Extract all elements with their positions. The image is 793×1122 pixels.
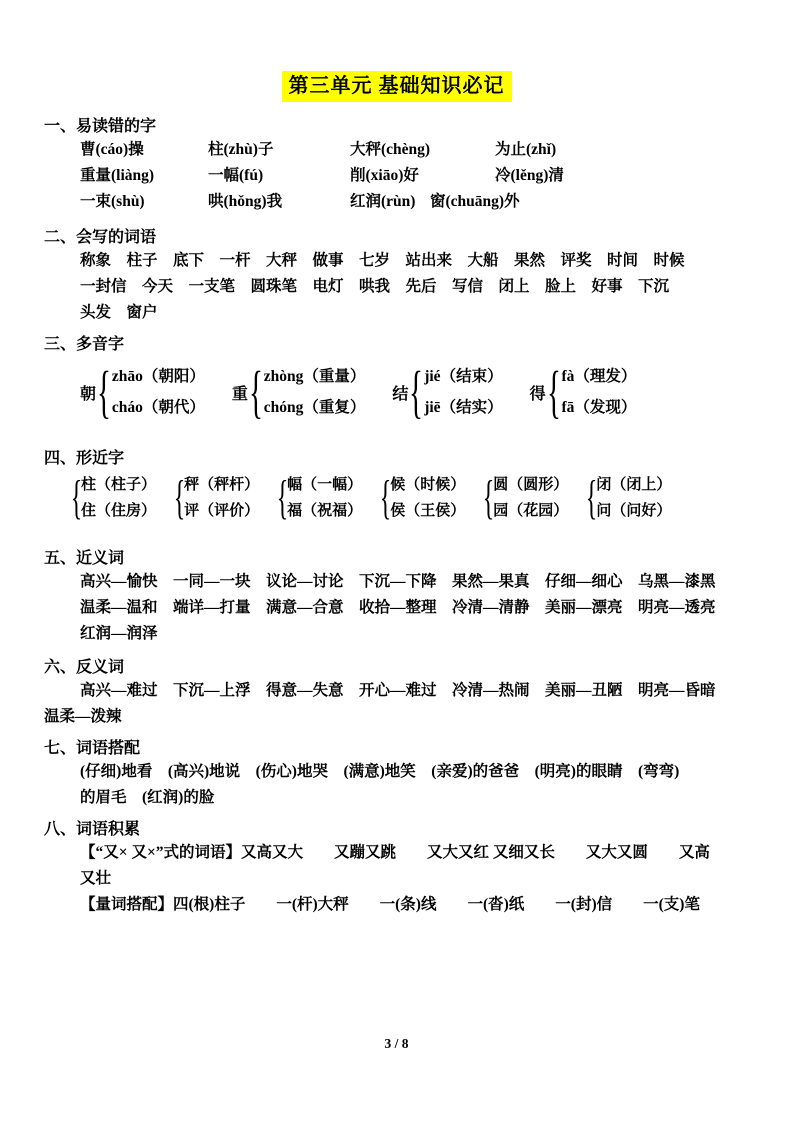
- pair-word: 侯（王侯）: [390, 503, 466, 519]
- lookalike-pair: [278, 472, 362, 524]
- left-brace-icon: {: [483, 471, 495, 524]
- polyphonic-groups: [80, 360, 763, 424]
- collocation-lines: [80, 759, 763, 811]
- section-words-to-write: [44, 227, 763, 326]
- synonym-line: 温柔—温和 端详—打量 满意—合意 收拾—整理 冷清—清静 美丽—漂亮 明亮—透亮: [80, 599, 716, 616]
- pair-word: 候（时候）: [390, 477, 466, 493]
- section-heading: 一、易读错的字: [44, 118, 157, 135]
- page-title: 第三单元 基础知识必记: [282, 71, 512, 102]
- lookalike-pair: [72, 472, 156, 524]
- left-brace-icon: {: [70, 471, 83, 524]
- antonym-line: 高兴—难过 下沉—上浮 得意—失意 开心—难过 冷清—热闹 美丽—丑陋 明亮—昏暗: [80, 682, 716, 699]
- pair-words: [390, 472, 465, 524]
- word-item: 窗(chuāng)外: [430, 193, 520, 210]
- headword: 重: [231, 385, 248, 403]
- readings: [264, 361, 366, 423]
- section-heading: 三、多音字: [44, 336, 125, 353]
- word-row: [80, 163, 763, 189]
- section-look-alike-characters: [44, 448, 763, 524]
- headword: 朝: [80, 385, 97, 403]
- word-row: [80, 189, 763, 215]
- pair-word: 柱（柱子）: [81, 477, 157, 493]
- word-line: 称象 柱子 底下 一杆 大秤 做事 七岁 站出来 大船 果然 评奖 时间 时候: [80, 252, 685, 269]
- readings: [424, 361, 502, 423]
- polyphonic-group: [80, 361, 205, 423]
- accumulation-line: 又壮: [80, 870, 112, 887]
- reading: zhāo（朝阳）: [111, 368, 205, 385]
- polyphonic-group: [232, 361, 365, 423]
- pair-word: 问（问好）: [596, 503, 672, 519]
- pair-words: [287, 472, 362, 524]
- lookalike-pair: [175, 472, 259, 524]
- page-number: 3 / 8: [384, 1036, 409, 1051]
- left-brace-icon: {: [409, 359, 424, 424]
- collocation-line: (仔细)地看 (高兴)地说 (伤心)地哭 (满意)地笑 (亲爱)的爸爸 (明亮)的眼睛 (弯弯): [80, 763, 680, 780]
- synonym-lines: [80, 569, 763, 647]
- section-heading: 八、词语积累: [44, 821, 141, 838]
- reading: fā（发现）: [561, 399, 637, 416]
- reading: chóng（重复）: [263, 399, 366, 416]
- left-brace-icon: {: [379, 471, 392, 524]
- word-item: 重量(liàng): [80, 167, 155, 184]
- collocation-line: 的眉毛 (红润)的脸: [80, 789, 215, 806]
- pair-words: [596, 472, 671, 524]
- word-item: 哄(hǒng)我: [208, 193, 283, 210]
- section-polyphonic-characters: [44, 334, 763, 424]
- pair-words: [81, 472, 156, 524]
- word-item: 削(xiāo)好: [350, 167, 419, 184]
- accumulation-line: 【“又× 又×”式的词语】又高又大 又蹦又跳 又大又红 又细又长 又大又圆 又高: [80, 844, 710, 861]
- lookalike-pair: [587, 472, 671, 524]
- left-brace-icon: {: [276, 471, 289, 524]
- reading: fà（理发）: [561, 368, 637, 385]
- left-brace-icon: {: [248, 359, 263, 424]
- antonym-lines: [44, 678, 763, 730]
- pair-words: [493, 472, 568, 524]
- section-word-collocations: [44, 738, 763, 811]
- pair-word: 评（评价）: [184, 503, 260, 519]
- antonym-line: 温柔—泼辣: [44, 708, 122, 725]
- left-brace-icon: {: [96, 359, 111, 424]
- reading: cháo（朝代）: [111, 399, 205, 416]
- lookalike-pair: [381, 472, 465, 524]
- readings: [561, 361, 636, 423]
- left-brace-icon: {: [546, 359, 561, 424]
- section-easy-misread-characters: [44, 116, 763, 215]
- word-row: [80, 137, 763, 163]
- reading: jié（结束）: [424, 368, 503, 385]
- section-synonyms: [44, 548, 763, 647]
- lookalike-pair: [484, 472, 568, 524]
- synonym-line: 高兴—愉快 一同—一块 议论—讨论 下沉—下降 果然—果真 仔细—细心 乌黑—漆黑: [80, 573, 716, 590]
- section-heading: 四、形近字: [44, 450, 125, 467]
- word-item: 曹(cáo)操: [80, 141, 144, 158]
- word-item: 一束(shù): [80, 193, 145, 210]
- pair-words: [184, 472, 259, 524]
- word-item: 柱(zhù)子: [208, 141, 274, 158]
- pair-word: 福（祝福）: [287, 503, 363, 519]
- word-item: 为止(zhǐ): [495, 141, 557, 158]
- reading: zhòng（重量）: [263, 368, 366, 385]
- reading: jiē（结实）: [424, 399, 503, 416]
- section-heading: 七、词语搭配: [44, 740, 141, 757]
- left-brace-icon: {: [586, 471, 598, 524]
- word-item: 红润(rùn): [350, 193, 416, 210]
- accumulation-line: 【量词搭配】四(根)柱子 一(杆)大秤 一(条)线 一(沓)纸 一(封)信 一(支)笔: [80, 896, 700, 913]
- headword: 得: [529, 385, 546, 403]
- pair-word: 闭（闭上）: [596, 477, 672, 493]
- accumulation-lines: [80, 840, 763, 918]
- word-item: 冷(lěng)清: [495, 167, 564, 184]
- pair-word: 圆（圆形）: [493, 477, 569, 493]
- headword: 结: [392, 385, 409, 403]
- word-item: 大秤(chèng): [350, 141, 431, 158]
- section-heading: 六、反义词: [44, 659, 125, 676]
- section-antonyms: [44, 657, 763, 730]
- easy-misread-rows: [80, 137, 763, 215]
- word-line: 头发 窗户: [80, 304, 158, 321]
- lookalike-groups: [72, 472, 763, 524]
- polyphonic-group: [392, 361, 502, 423]
- section-heading: 二、会写的词语: [44, 229, 157, 246]
- left-brace-icon: {: [173, 471, 186, 524]
- section-heading: 五、近义词: [44, 550, 125, 567]
- word-item: 一幅(fú): [208, 167, 264, 184]
- title-row: [0, 0, 793, 102]
- polyphonic-group: [530, 361, 637, 423]
- word-lines: [80, 248, 763, 326]
- word-line: 一封信 今天 一支笔 圆珠笔 电灯 哄我 先后 写信 闭上 脸上 好事 下沉: [80, 278, 670, 295]
- pair-word: 园（花园）: [493, 503, 569, 519]
- pair-word: 住（住房）: [81, 503, 157, 519]
- pair-word: 秤（秤杆）: [184, 477, 260, 493]
- synonym-line: 红润—润泽: [80, 625, 158, 642]
- pair-word: 幅（一幅）: [287, 477, 363, 493]
- section-word-accumulation: [44, 819, 763, 918]
- readings: [112, 361, 205, 423]
